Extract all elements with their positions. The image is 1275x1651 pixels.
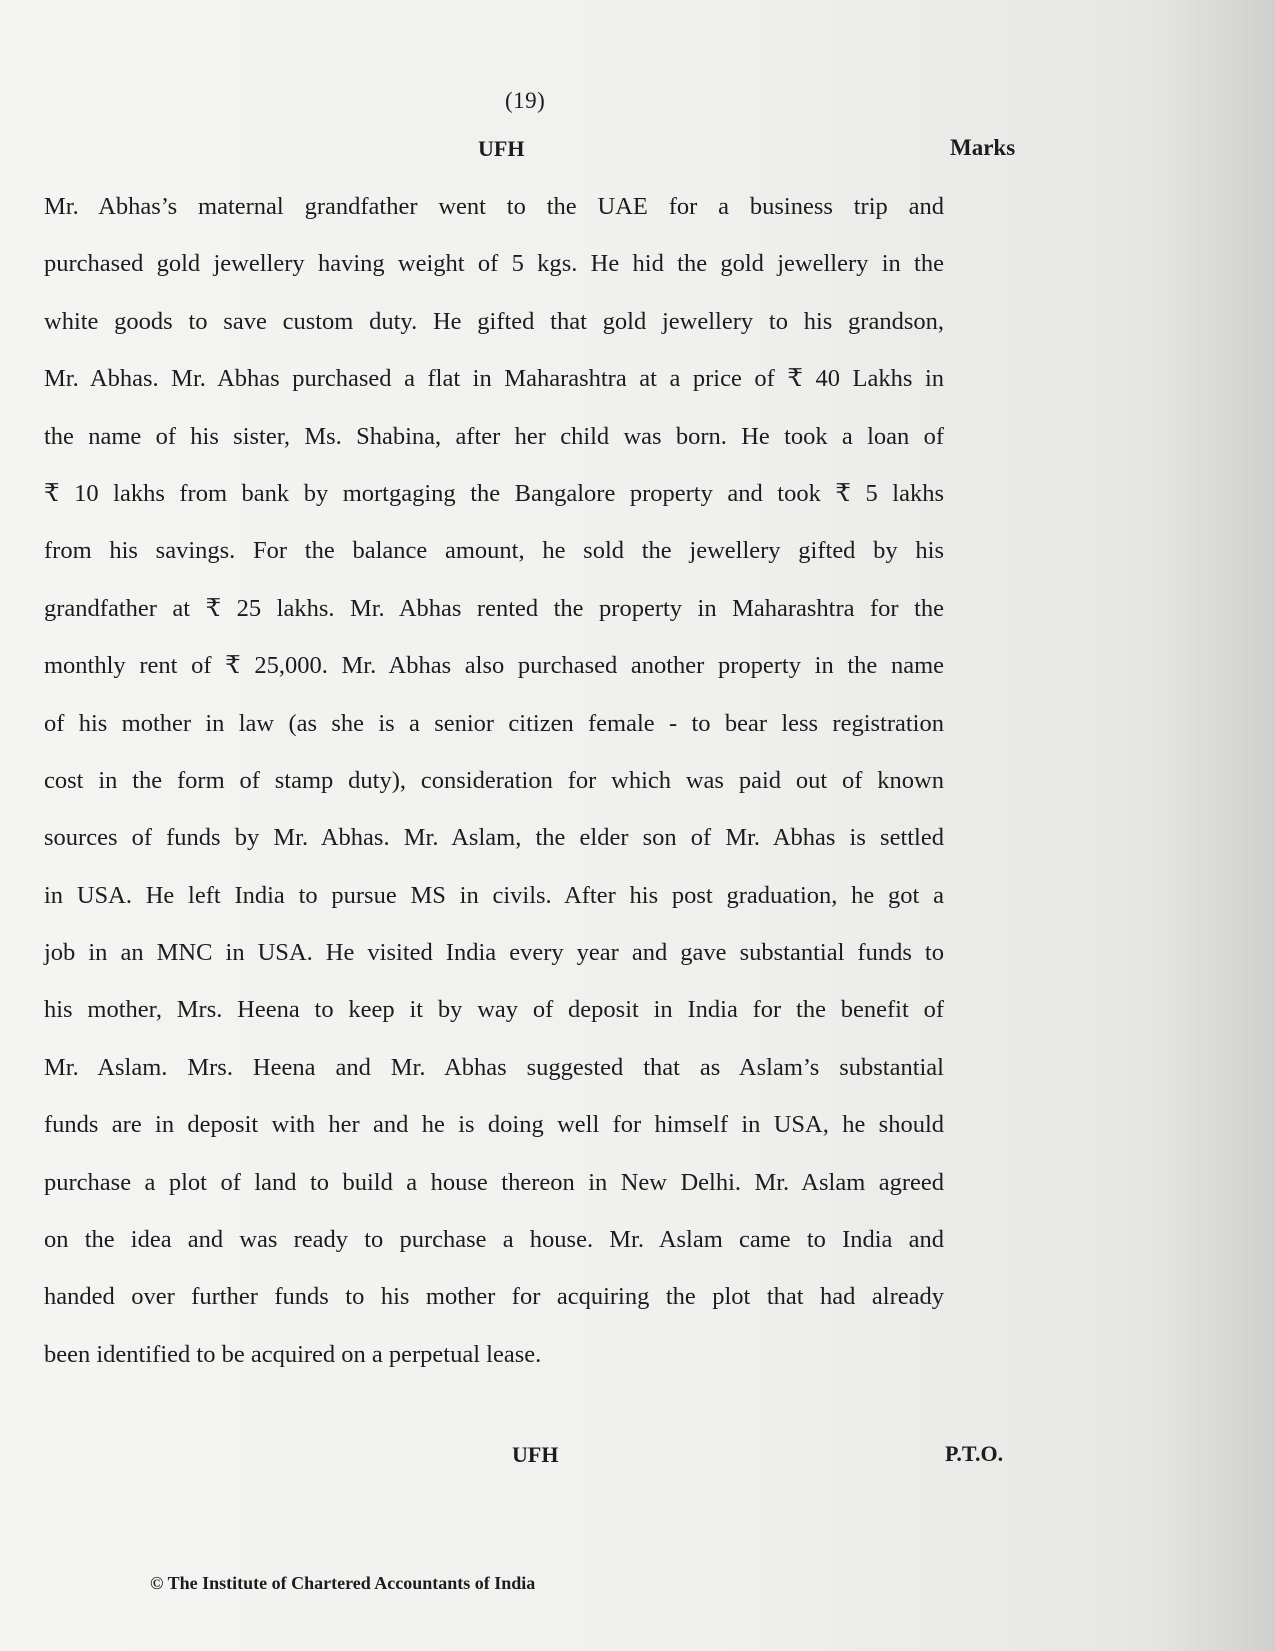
text-line: purchased gold jewellery having weight of 5 kgs. He hid the gold jewellery in the: [44, 250, 944, 278]
text-line: funds are in deposit with her and he is doing well for himself in USA, he should: [44, 1111, 944, 1139]
text-line: Mr. Abhas’s maternal grandfather went to the UAE for a business trip and: [44, 193, 944, 220]
page-number: (19): [505, 88, 546, 113]
question-text: [44, 178, 944, 1383]
text-line: purchase a plot of land to build a house thereon in New Delhi. Mr. Aslam agreed: [44, 1168, 944, 1196]
marks-column-label: Marks: [950, 135, 1016, 160]
text-line: on the idea and was ready to purchase a house. Mr. Aslam came to India and: [44, 1226, 944, 1254]
paper-code-header: UFH: [478, 136, 525, 161]
paper-code-footer: UFH: [512, 1442, 559, 1467]
text-line: sources of funds by Mr. Abhas. Mr. Aslam, the elder son of Mr. Abhas is settled: [44, 824, 944, 852]
text-line: white goods to save custom duty. He gifted that gold jewellery to his grandson,: [44, 307, 944, 335]
text-line: cost in the form of stamp duty), consideration for which was paid out of known: [44, 766, 944, 794]
text-line: in USA. He left India to pursue MS in civils. After his post graduation, he got a: [44, 881, 944, 909]
text-line: his mother, Mrs. Heena to keep it by way of deposit in India for the benefit of: [44, 996, 944, 1024]
text-line: been identified to be acquired on a perpetual lease.: [44, 1340, 542, 1368]
scan-edge-shadow: [1155, 0, 1275, 1651]
text-line: from his savings. For the balance amount, he sold the jewellery gifted by his: [44, 537, 944, 565]
text-line: job in an MNC in USA. He visited India every year and gave substantial funds to: [44, 939, 944, 967]
text-line: ₹ 10 lakhs from bank by mortgaging the Bangalore property and took ₹ 5 lakhs: [44, 479, 944, 507]
text-line: handed over further funds to his mother for acquiring the plot that had already: [44, 1283, 944, 1311]
text-line: grandfather at ₹ 25 lakhs. Mr. Abhas rented the property in Maharashtra for the: [44, 594, 944, 622]
text-line: Mr. Aslam. Mrs. Heena and Mr. Abhas suggested that as Aslam’s substantial: [44, 1053, 944, 1081]
text-line: of his mother in law (as she is a senior citizen female - to bear less registration: [44, 709, 944, 737]
text-line: monthly rent of ₹ 25,000. Mr. Abhas also purchased another property in the name: [44, 652, 944, 680]
text-line: the name of his sister, Ms. Shabina, after her child was born. He took a loan of: [44, 422, 944, 450]
please-turn-over-label: P.T.O.: [945, 1441, 1004, 1466]
text-line: Mr. Abhas. Mr. Abhas purchased a flat in Maharashtra at a price of ₹ 40 Lakhs in: [44, 365, 944, 393]
copyright-notice: © The Institute of Chartered Accountants of India: [150, 1573, 536, 1593]
